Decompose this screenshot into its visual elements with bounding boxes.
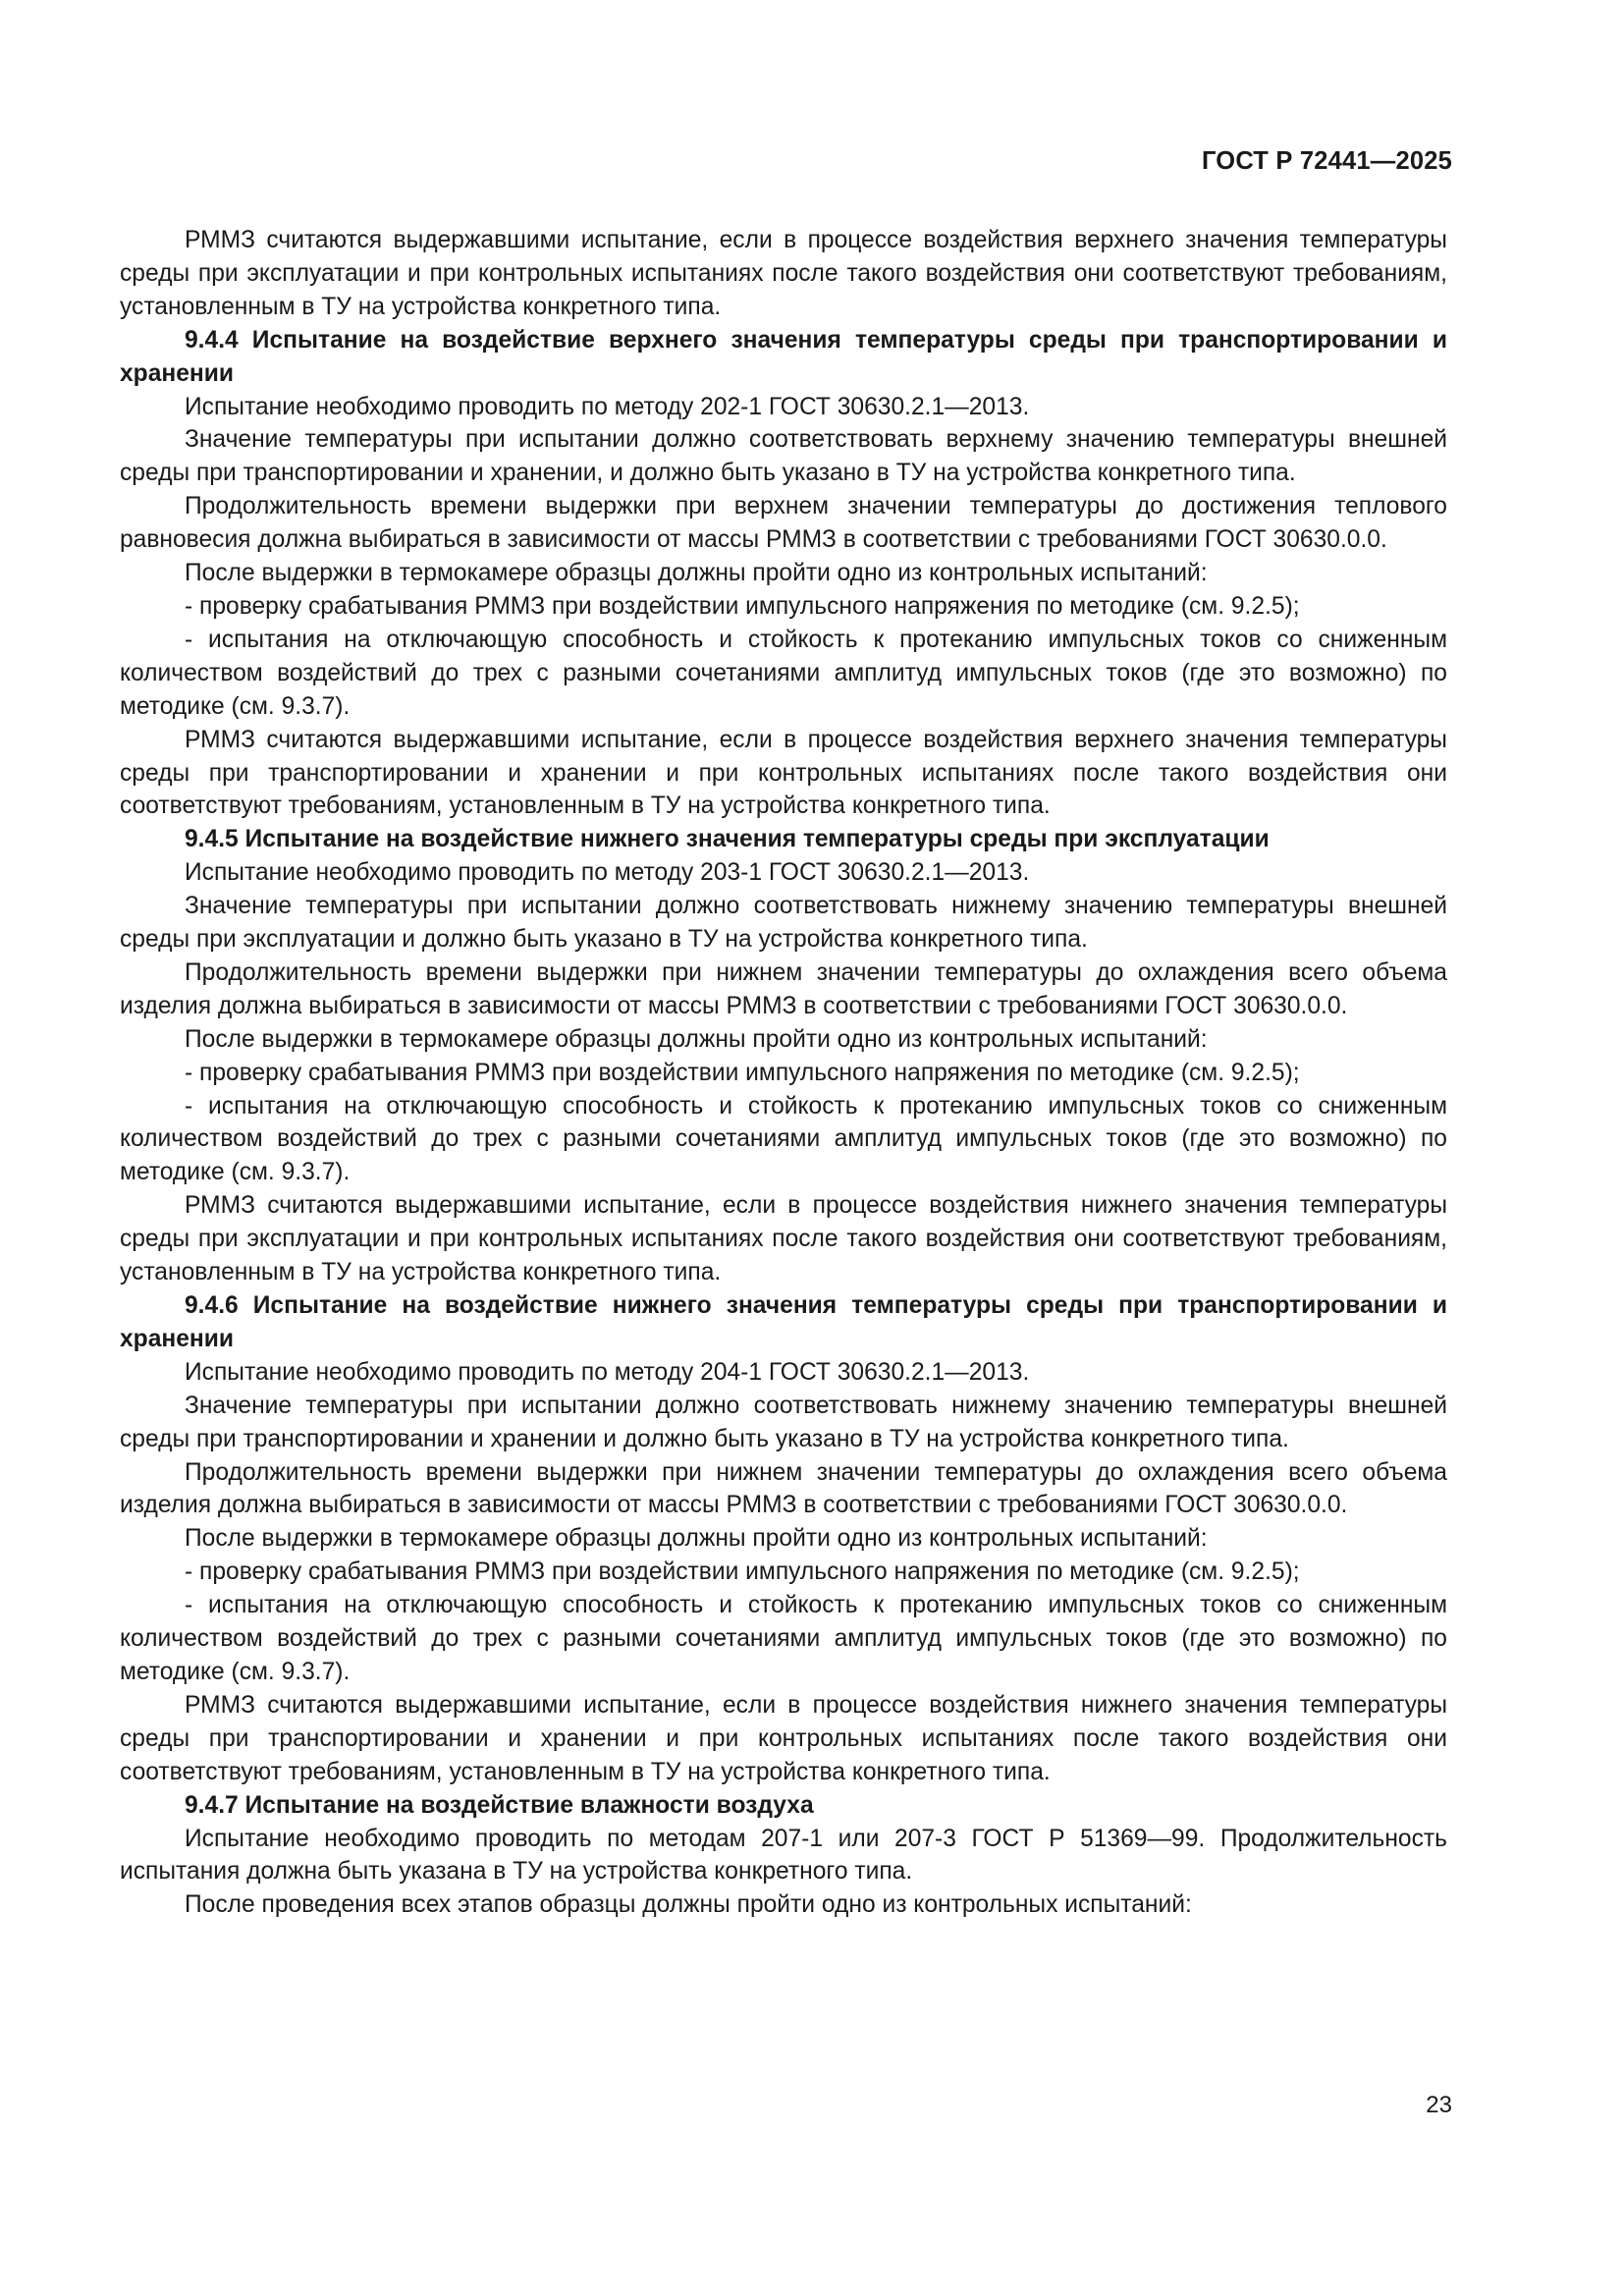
paragraph: После выдержки в термокамере образцы должны пройти одно из контрольных испытаний:: [185, 1025, 1208, 1053]
list-item: - испытания на отключающую способность и стойкость к протеканию импульсных токов со сниженным количеством воздействий до трех с разными сочетаниями амплитуд импульсных токов (где это возможно) по методике (см. 9.3.7).: [120, 1092, 1447, 1186]
list-item: - испытания на отключающую способность и стойкость к протеканию импульсных токов со сниженным количеством воздействий до трех с разными сочетаниями амплитуд импульсных токов (где это возможно) по методике (см. 9.3.7).: [120, 626, 1447, 720]
paragraph: После выдержки в термокамере образцы должны пройти одно из контрольных испытаний:: [185, 1525, 1208, 1553]
paragraph: Испытание необходимо проводить по методам 207-1 или 207-3 ГОСТ Р 51369—99. Продолжительность испытания должна быть указана в ТУ на устройства конкретного типа.: [120, 1825, 1447, 1886]
paragraph: РММЗ считаются выдержавшими испытание, если в процессе воздействия нижнего значения температуры среды при транспортировании и хранении и при контрольных испытаниях после такого воздействия они соответствуют требованиям, установленным в ТУ на устройства конкретного типа.: [120, 1691, 1447, 1785]
paragraph: Продолжительность времени выдержки при нижнем значении температуры до охлаждения всего объема изделия должна выбираться в зависимости от массы РММЗ в соответствии с требованиями ГОСТ 30630.0.0.: [120, 1458, 1447, 1519]
paragraph: После проведения всех этапов образцы должны пройти одно из контрольных испытаний:: [185, 1891, 1192, 1919]
paragraph: РММЗ считаются выдержавшими испытание, если в процессе воздействия верхнего значения температуры среды при транспортировании и хранении и при контрольных испытаниях после такого воздействия они соответствуют требованиям, установленным в ТУ на устройства конкретного типа.: [120, 726, 1447, 820]
paragraph: После выдержки в термокамере образцы должны пройти одно из контрольных испытаний:: [185, 560, 1208, 587]
paragraph: Значение температуры при испытании должно соответствовать нижнему значению температуры внешней среды при транспортировании и хранении и должно быть указано в ТУ на устройства конкретного типа.: [120, 1392, 1447, 1452]
list-item: - проверку срабатывания РММЗ при воздействии импульсного напряжения по методике (см. 9.2.5);: [185, 1558, 1300, 1586]
section-heading-9-4-7: 9.4.7 Испытание на воздействие влажности воздуха: [185, 1791, 814, 1819]
paragraph: Продолжительность времени выдержки при верхнем значении температуры до достижения теплового равновесия должна выбираться в зависимости от массы РММЗ в соответствии с требованиями ГОСТ 30630.0.0.: [120, 493, 1447, 554]
list-item: - проверку срабатывания РММЗ при воздействии импульсного напряжения по методике (см. 9.2.5);: [185, 592, 1300, 620]
paragraph: Значение температуры при испытании должно соответствовать нижнему значению температуры внешней среды при эксплуатации и должно быть указано в ТУ на устройства конкретного типа.: [120, 893, 1447, 954]
document-id-header: ГОСТ Р 72441—2025: [1201, 147, 1452, 175]
list-item: - проверку срабатывания РММЗ при воздействии импульсного напряжения по методике (см. 9.2.5);: [185, 1059, 1300, 1086]
paragraph: РММЗ считаются выдержавшими испытание, если в процессе воздействия нижнего значения температуры среды при эксплуатации и при контрольных испытаниях после такого воздействия они соответствуют требованиям, установленным в ТУ на устройства конкретного типа.: [120, 1192, 1447, 1286]
paragraph: Испытание необходимо проводить по методу 204-1 ГОСТ 30630.2.1—2013.: [185, 1358, 1030, 1386]
paragraph: РММЗ считаются выдержавшими испытание, если в процессе воздействия верхнего значения температуры среды при эксплуатации и при контрольных испытаниях после такого воздействия они соответствуют требованиям, установленным в ТУ на устройства конкретного типа.: [120, 227, 1447, 320]
page-number: 23: [1426, 2092, 1452, 2118]
section-heading-9-4-6: 9.4.6 Испытание на воздействие нижнего значения температуры среды при транспортировании и хранении: [120, 1292, 1447, 1352]
paragraph: Значение температуры при испытании должно соответствовать верхнему значению температуры внешней среды при транспортировании и хранении, и должно быть указано в ТУ на устройства конкретного типа.: [120, 426, 1447, 487]
paragraph: Испытание необходимо проводить по методу 202-1 ГОСТ 30630.2.1—2013.: [185, 393, 1030, 420]
paragraph: Продолжительность времени выдержки при нижнем значении температуры до охлаждения всего объема изделия должна выбираться в зависимости от массы РММЗ в соответствии с требованиями ГОСТ 30630.0.0.: [120, 958, 1447, 1019]
list-item: - испытания на отключающую способность и стойкость к протеканию импульсных токов со сниженным количеством воздействий до трех с разными сочетаниями амплитуд импульсных токов (где это возможно) по методике (см. 9.3.7).: [120, 1592, 1447, 1685]
section-heading-9-4-4: 9.4.4 Испытание на воздействие верхнего значения температуры среды при транспортировании и хранении: [120, 326, 1447, 387]
section-heading-9-4-5: 9.4.5 Испытание на воздействие нижнего значения температуры среды при эксплуатации: [185, 826, 1270, 853]
document-body: [120, 224, 1447, 1922]
paragraph: Испытание необходимо проводить по методу 203-1 ГОСТ 30630.2.1—2013.: [185, 859, 1030, 887]
